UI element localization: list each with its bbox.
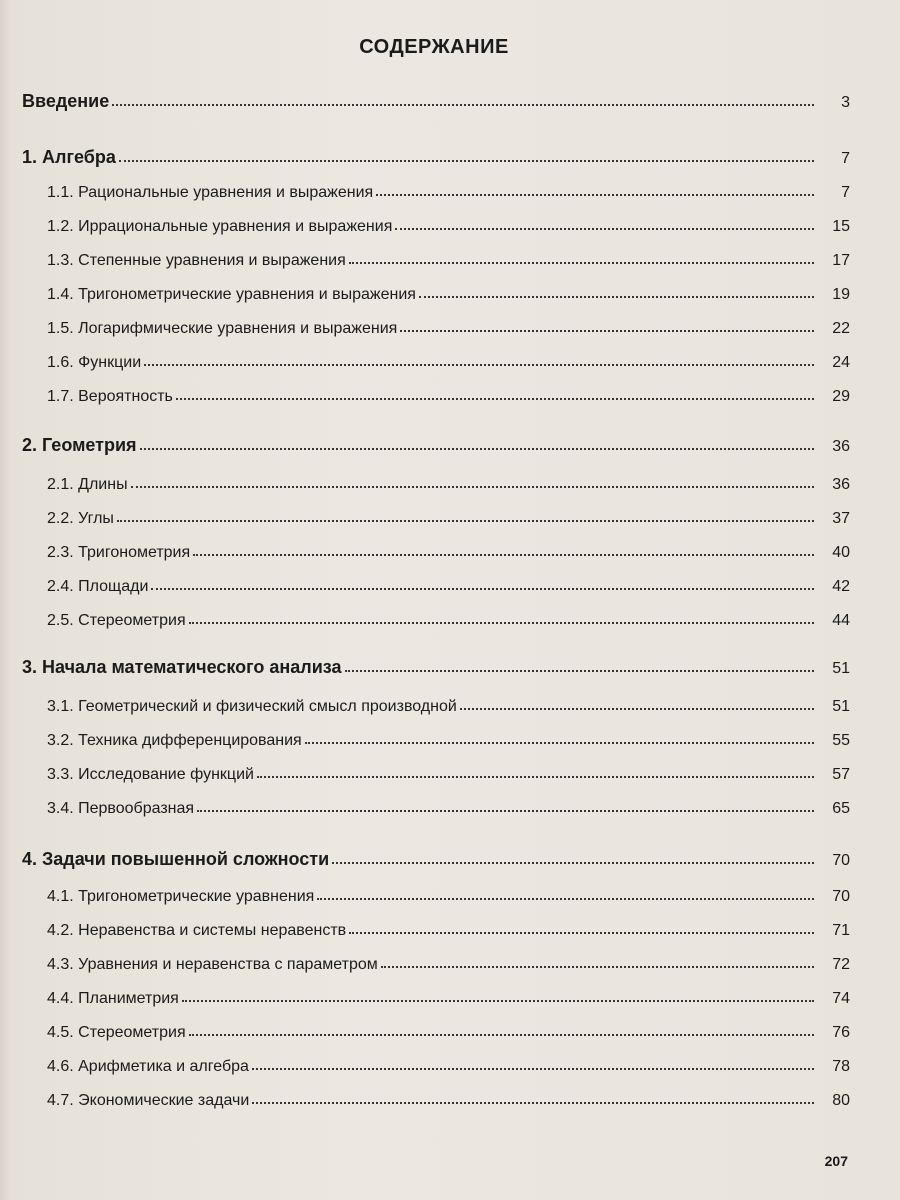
toc-page-number: 51 — [832, 698, 850, 715]
page-number-footer: 207 — [824, 1153, 848, 1169]
toc-section-1-2 — [47, 212, 850, 236]
toc-section-label: 2.5. Стереометрия — [47, 612, 186, 629]
toc-page-number: 71 — [832, 922, 850, 939]
toc-page-number: 72 — [832, 956, 850, 973]
dot-leader — [151, 588, 814, 590]
toc-section-label: 3.4. Первообразная — [47, 800, 195, 817]
toc-chapter-4 — [22, 846, 850, 870]
dot-leader — [400, 330, 814, 332]
dot-leader — [349, 262, 814, 264]
toc-page-number: 7 — [841, 150, 850, 167]
dot-leader — [131, 486, 814, 488]
toc-section-3-4 — [47, 794, 850, 818]
toc-section-label: 2.3. Тригонометрия — [47, 544, 191, 561]
toc-page-number: 65 — [832, 800, 850, 817]
toc-section-label: 2.2. Углы — [47, 510, 114, 527]
toc-section-label: 1.2. Иррациональные уравнения и выражения — [47, 218, 393, 235]
toc-page-number: 37 — [832, 510, 850, 527]
page-title: СОДЕРЖАНИЕ — [359, 36, 509, 58]
dot-leader — [317, 898, 814, 900]
toc-page-number: 57 — [832, 766, 850, 783]
toc-page-number: 80 — [832, 1092, 850, 1109]
dot-leader — [189, 1034, 814, 1036]
toc-section-4-7 — [47, 1086, 850, 1110]
toc-section-4-3 — [47, 950, 850, 974]
toc-section-4-2 — [47, 916, 850, 940]
toc-section-2-5 — [47, 606, 850, 630]
toc-section-1-5 — [47, 314, 850, 338]
toc-page-number: 70 — [832, 888, 850, 905]
toc-section-2-1 — [47, 470, 850, 494]
dot-leader — [305, 742, 814, 744]
dot-leader — [193, 554, 814, 556]
toc-section-2-4 — [47, 572, 850, 596]
dot-leader — [252, 1102, 814, 1104]
dot-leader — [419, 296, 814, 298]
toc-chapter-3 — [22, 654, 850, 678]
toc-section-4-5 — [47, 1018, 850, 1042]
dot-leader — [189, 622, 814, 624]
dot-leader — [117, 520, 814, 522]
toc-section-label: 4.3. Уравнения и неравенства с параметром — [47, 956, 378, 973]
dot-leader — [144, 364, 814, 366]
toc-section-label: 4.2. Неравенства и системы неравенств — [47, 922, 347, 939]
toc-section-1-7 — [47, 382, 850, 406]
toc-chapter-label: 2. Геометрия — [22, 435, 137, 455]
toc-chapter-label: 3. Начала математического анализа — [22, 657, 342, 677]
toc-section-3-3 — [47, 760, 850, 784]
toc-chapter-label: 1. Алгебра — [22, 147, 116, 167]
toc-section-4-4 — [47, 984, 850, 1008]
toc-section-2-3 — [47, 538, 850, 562]
toc-page-number: 44 — [832, 612, 850, 629]
toc-page-number: 15 — [832, 218, 850, 235]
toc-page-number: 3 — [841, 94, 850, 111]
dot-leader — [182, 1000, 814, 1002]
toc-section-label: 1.4. Тригонометрические уравнения и выражения — [47, 286, 416, 303]
toc-section-label: 4.4. Планиметрия — [47, 990, 179, 1007]
dot-leader — [176, 398, 814, 400]
dot-leader — [349, 932, 814, 934]
toc-section-1-1 — [47, 178, 850, 202]
toc-page-number: 78 — [832, 1058, 850, 1075]
toc-section-3-2 — [47, 726, 850, 750]
toc-section-label: 1.7. Вероятность — [47, 388, 173, 405]
toc-page-number: 7 — [841, 184, 850, 201]
dot-leader — [381, 966, 814, 968]
toc-section-1-6 — [47, 348, 850, 372]
toc-section-label: 2.4. Площади — [47, 578, 149, 595]
toc-chapter-label: 4. Задачи повышенной сложности — [22, 849, 330, 869]
dot-leader — [395, 228, 814, 230]
toc-section-4-1 — [47, 882, 850, 906]
toc-page-number: 74 — [832, 990, 850, 1007]
toc-page-number: 70 — [832, 852, 850, 869]
dot-leader — [112, 104, 814, 106]
toc-section-label: 1.5. Логарифмические уравнения и выражения — [47, 320, 398, 337]
toc-section-label: 1.1. Рациональные уравнения и выражения — [47, 184, 374, 201]
toc-section-label: 1.3. Степенные уравнения и выражения — [47, 252, 346, 269]
toc-entry-intro — [22, 88, 850, 112]
toc-page-number: 40 — [832, 544, 850, 561]
dot-leader — [257, 776, 814, 778]
page-gutter-shadow — [0, 0, 12, 1200]
dot-leader — [345, 670, 815, 672]
toc-page-number: 51 — [832, 660, 850, 677]
toc-page-number: 42 — [832, 578, 850, 595]
toc-section-label: 4.6. Арифметика и алгебра — [47, 1058, 249, 1075]
toc-section-1-4 — [47, 280, 850, 304]
dot-leader — [376, 194, 814, 196]
dot-leader — [197, 810, 814, 812]
toc-section-2-2 — [47, 504, 850, 528]
toc-section-label: 4.7. Экономические задачи — [47, 1092, 250, 1109]
toc-section-label: 1.6. Функции — [47, 354, 142, 371]
toc-page-number: 19 — [832, 286, 850, 303]
toc-section-label: 3.1. Геометрический и физический смысл производной — [47, 698, 457, 715]
toc-page-number: 36 — [832, 438, 850, 455]
toc-section-label: 3.3. Исследование функций — [47, 766, 254, 783]
toc-page-number: 55 — [832, 732, 850, 749]
toc-section-label: 2.1. Длины — [47, 476, 128, 493]
toc-entry-label: Введение — [22, 91, 110, 111]
dot-leader — [119, 160, 814, 162]
toc-chapter-1 — [22, 144, 850, 168]
toc-page-number: 76 — [832, 1024, 850, 1041]
toc-page-number: 24 — [832, 354, 850, 371]
toc-page-number: 22 — [832, 320, 850, 337]
toc-section-label: 3.2. Техника дифференцирования — [47, 732, 302, 749]
dot-leader — [140, 448, 814, 450]
toc-section-label: 4.1. Тригонометрические уравнения — [47, 888, 315, 905]
toc-section-4-6 — [47, 1052, 850, 1076]
toc-chapter-2 — [22, 432, 850, 456]
toc-page-number: 29 — [832, 388, 850, 405]
toc-section-3-1 — [47, 692, 850, 716]
dot-leader — [332, 862, 814, 864]
toc-section-1-3 — [47, 246, 850, 270]
toc-page-number: 36 — [832, 476, 850, 493]
dot-leader — [252, 1068, 814, 1070]
toc-section-label: 4.5. Стереометрия — [47, 1024, 186, 1041]
dot-leader — [460, 708, 814, 710]
toc-page-number: 17 — [832, 252, 850, 269]
